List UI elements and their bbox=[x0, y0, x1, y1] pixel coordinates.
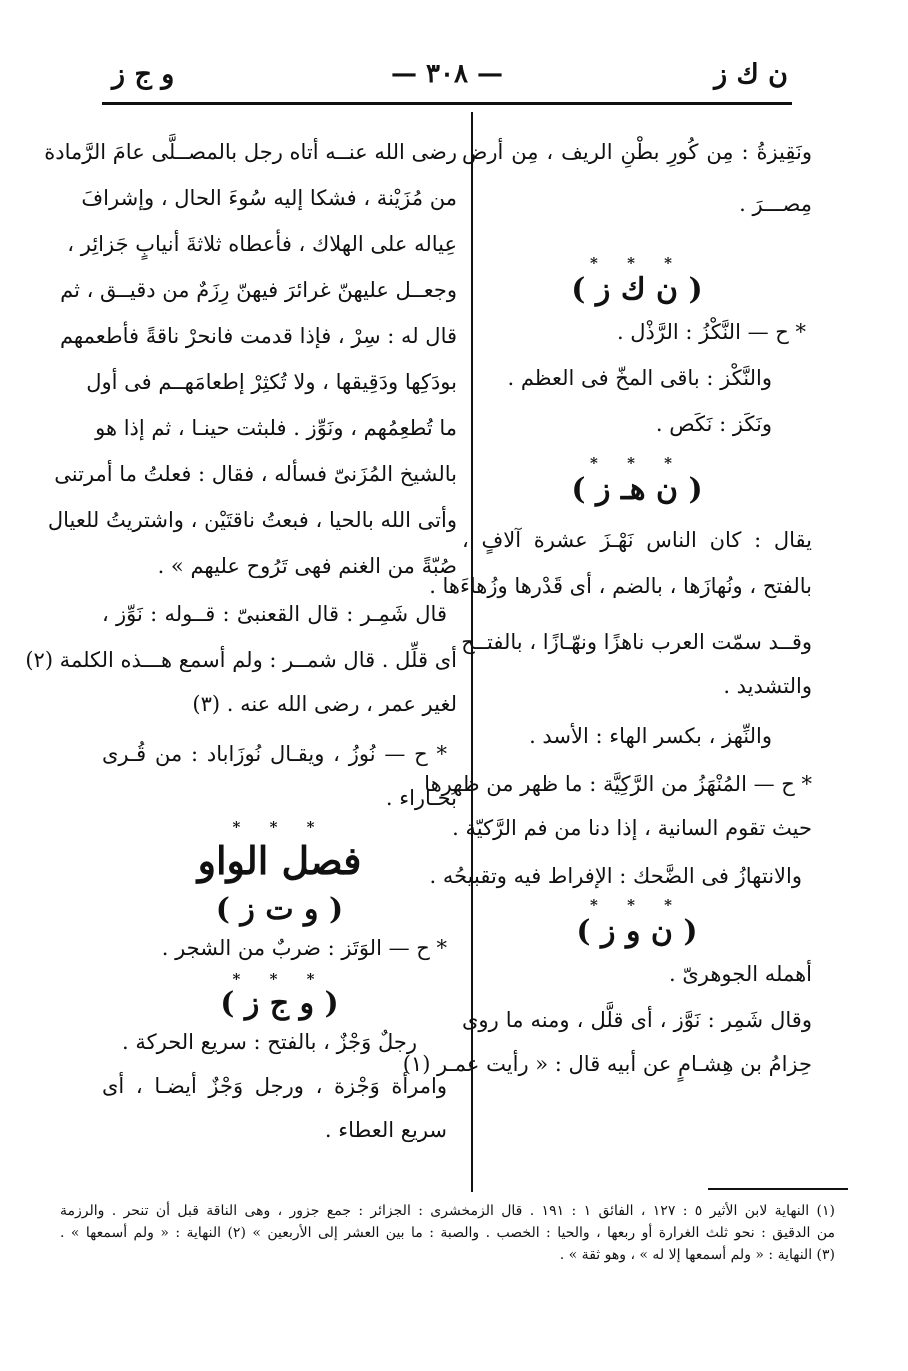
text-line: حِزامُ بن هِشـامٍ عن أبيه قال : « رأيت عمـر (١) bbox=[402, 1052, 812, 1076]
footnotes bbox=[60, 1204, 835, 1270]
text-line: وقال شَمِر : نَوَّز ، أى قلَّل ، ومنه ما روى bbox=[462, 1008, 812, 1032]
entry-heading: ( و ج ز ) bbox=[220, 986, 339, 1021]
text-line: قال له : سِرْ ، فإذا قدمت فانحرْ ناقةً فأطعمهم bbox=[59, 324, 457, 348]
section-stars: * * * bbox=[232, 818, 327, 836]
text-line: وقــد سمّت العرب ناهزًا ونهّـازًا ، بالفتــح bbox=[461, 630, 812, 654]
text-line: مِصـــرَ . bbox=[739, 192, 812, 216]
text-line: حيث تقوم السانية ، إذا دنا من فم الرَّكيّة . bbox=[452, 816, 812, 840]
entry-heading: ( و ت ز ) bbox=[215, 892, 344, 927]
text-line: رجلٌ وَجْزٌ ، بالفتح : سريع الحركة . bbox=[122, 1030, 417, 1054]
text-line: سريع العطاء . bbox=[324, 1118, 447, 1142]
text-line: وأتى الله بالحيا ، فبعتُ ناقتَيْن ، واشتريتُ للعيال bbox=[47, 508, 457, 532]
section-stars: * * * bbox=[590, 254, 684, 272]
text-line: والانتهازُ فى الضَّحك : الإفراط فيه وتقبيحُه . bbox=[429, 864, 802, 888]
section-stars: * * * bbox=[590, 454, 684, 472]
entry-heading: ( ن ك ز ) bbox=[571, 272, 703, 307]
header-root-right: ن ك ز bbox=[714, 59, 788, 90]
header-root-left: و ج ز bbox=[112, 59, 175, 90]
text-line: * ح — النَّكْزُ : الرَّذْل . bbox=[616, 320, 806, 344]
text-line: ونَقِيزةُ : مِن كُورِ بطْنِ الريف ، مِن أرض bbox=[462, 140, 812, 164]
section-stars: * * * bbox=[232, 970, 327, 988]
text-line: ما تُطعِمُهم ، ونَوِّز . فلبثت حينـا ، ثم إذا هو bbox=[95, 416, 457, 440]
section-heading: فصل الواو bbox=[197, 838, 362, 883]
text-line: أهمله الجوهرىّ . bbox=[668, 962, 812, 986]
text-line: * ح — المُنْهَزُ من الرَّكِيَّة : ما ظهر من ظهرها bbox=[424, 772, 812, 796]
footnote-line: من الدقيق : نحو ثلث الغرارة أو ربعها ، والحيا : الخصب . والصبة : ما بين العشر إلى الأربعين » (٢) النهاية : « ولم أسمعها » . bbox=[60, 1225, 835, 1241]
entry-heading: ( ن و ز ) bbox=[576, 914, 698, 949]
text-line: أى قلِّل . قال شمــر : ولم أسمع هـــذه الكلمة (٢) bbox=[25, 648, 457, 672]
left-column bbox=[25, 128, 457, 1160]
footnote-line: (٣) النهاية : « ولم أسمعها إلا له » ، وهو ثقة » . bbox=[559, 1247, 835, 1263]
text-line: والتشديد . bbox=[723, 674, 812, 698]
text-line: * ح — الوَتَز : ضربٌ من الشجر . bbox=[161, 936, 447, 960]
text-line: وامرأة وَجْزة ، ورجل وَجْزٌ أيضـا ، أى bbox=[102, 1074, 447, 1098]
text-line: يقال : كان الناس نَهْـزَ عشرة آلافٍ ، bbox=[462, 528, 812, 552]
text-line: بالشيخ المُزَنىّ فسأله ، فقال : فعلتُ ما أمرتنى bbox=[54, 462, 457, 486]
text-line: رضى الله عنــه أتاه رجل بالمصــلَّى عامَ الرَّمادة bbox=[44, 140, 457, 164]
header-rule bbox=[102, 102, 792, 105]
entry-heading: ( ن هـ ز ) bbox=[571, 472, 703, 507]
page-number: — ٣٠٨ — bbox=[390, 59, 504, 89]
text-line: قال شَمِـر : قال القعنبىّ : قــوله : نَوِّز ، bbox=[102, 602, 447, 626]
page-header bbox=[102, 55, 792, 100]
footnote-line: (١) النهاية لابن الأثير ٥ : ١٢٧ ، الفائق ١ : ١٩١ . قال الزمخشرى : الجزائر : جمع جزور ، وهى الناقة قبل أن تنحر . والرزمة bbox=[60, 1203, 836, 1219]
text-line: وجعــل عليهنّ غرائرَ فيهنّ رِزَمٌ من دقيــق ، ثم bbox=[60, 278, 457, 302]
text-line: بالفتح ، ونُهازَها ، بالضم ، أى قَدْرها وزُهاءَها . bbox=[429, 574, 812, 598]
text-line: من مُزَيْنة ، فشكا إليه سُوءَ الحال ، وإشرافَ bbox=[81, 186, 457, 210]
text-line: بُخـاراء . bbox=[385, 786, 457, 810]
text-line: عِياله على الهلاك ، فأعطاه ثلاثةَ أنيابٍ جَزائِر ، bbox=[67, 232, 457, 256]
text-line: ونَكَز : نَكَص . bbox=[655, 412, 772, 436]
footnote-rule bbox=[708, 1188, 848, 1190]
text-line: والنَّكْز : باقى المخّ فى العظم . bbox=[507, 366, 772, 390]
text-line: لغير عمر ، رضى الله عنه . (٣) bbox=[192, 692, 457, 716]
section-stars: * * * bbox=[590, 896, 684, 914]
text-line: والنِّهز ، بكسر الهاء : الأسد . bbox=[529, 724, 772, 748]
text-line: صُبّةً من الغنم فهى تَرُوح عليهم » . bbox=[157, 554, 457, 578]
text-line: بودَكِها ودَقِيقها ، ولا تُكثِرْ إطعامَهــم فى أول bbox=[86, 370, 457, 394]
text-line: * ح — نُوزُ ، ويقـال نُوزَاباد : من قُـرى bbox=[102, 742, 447, 766]
